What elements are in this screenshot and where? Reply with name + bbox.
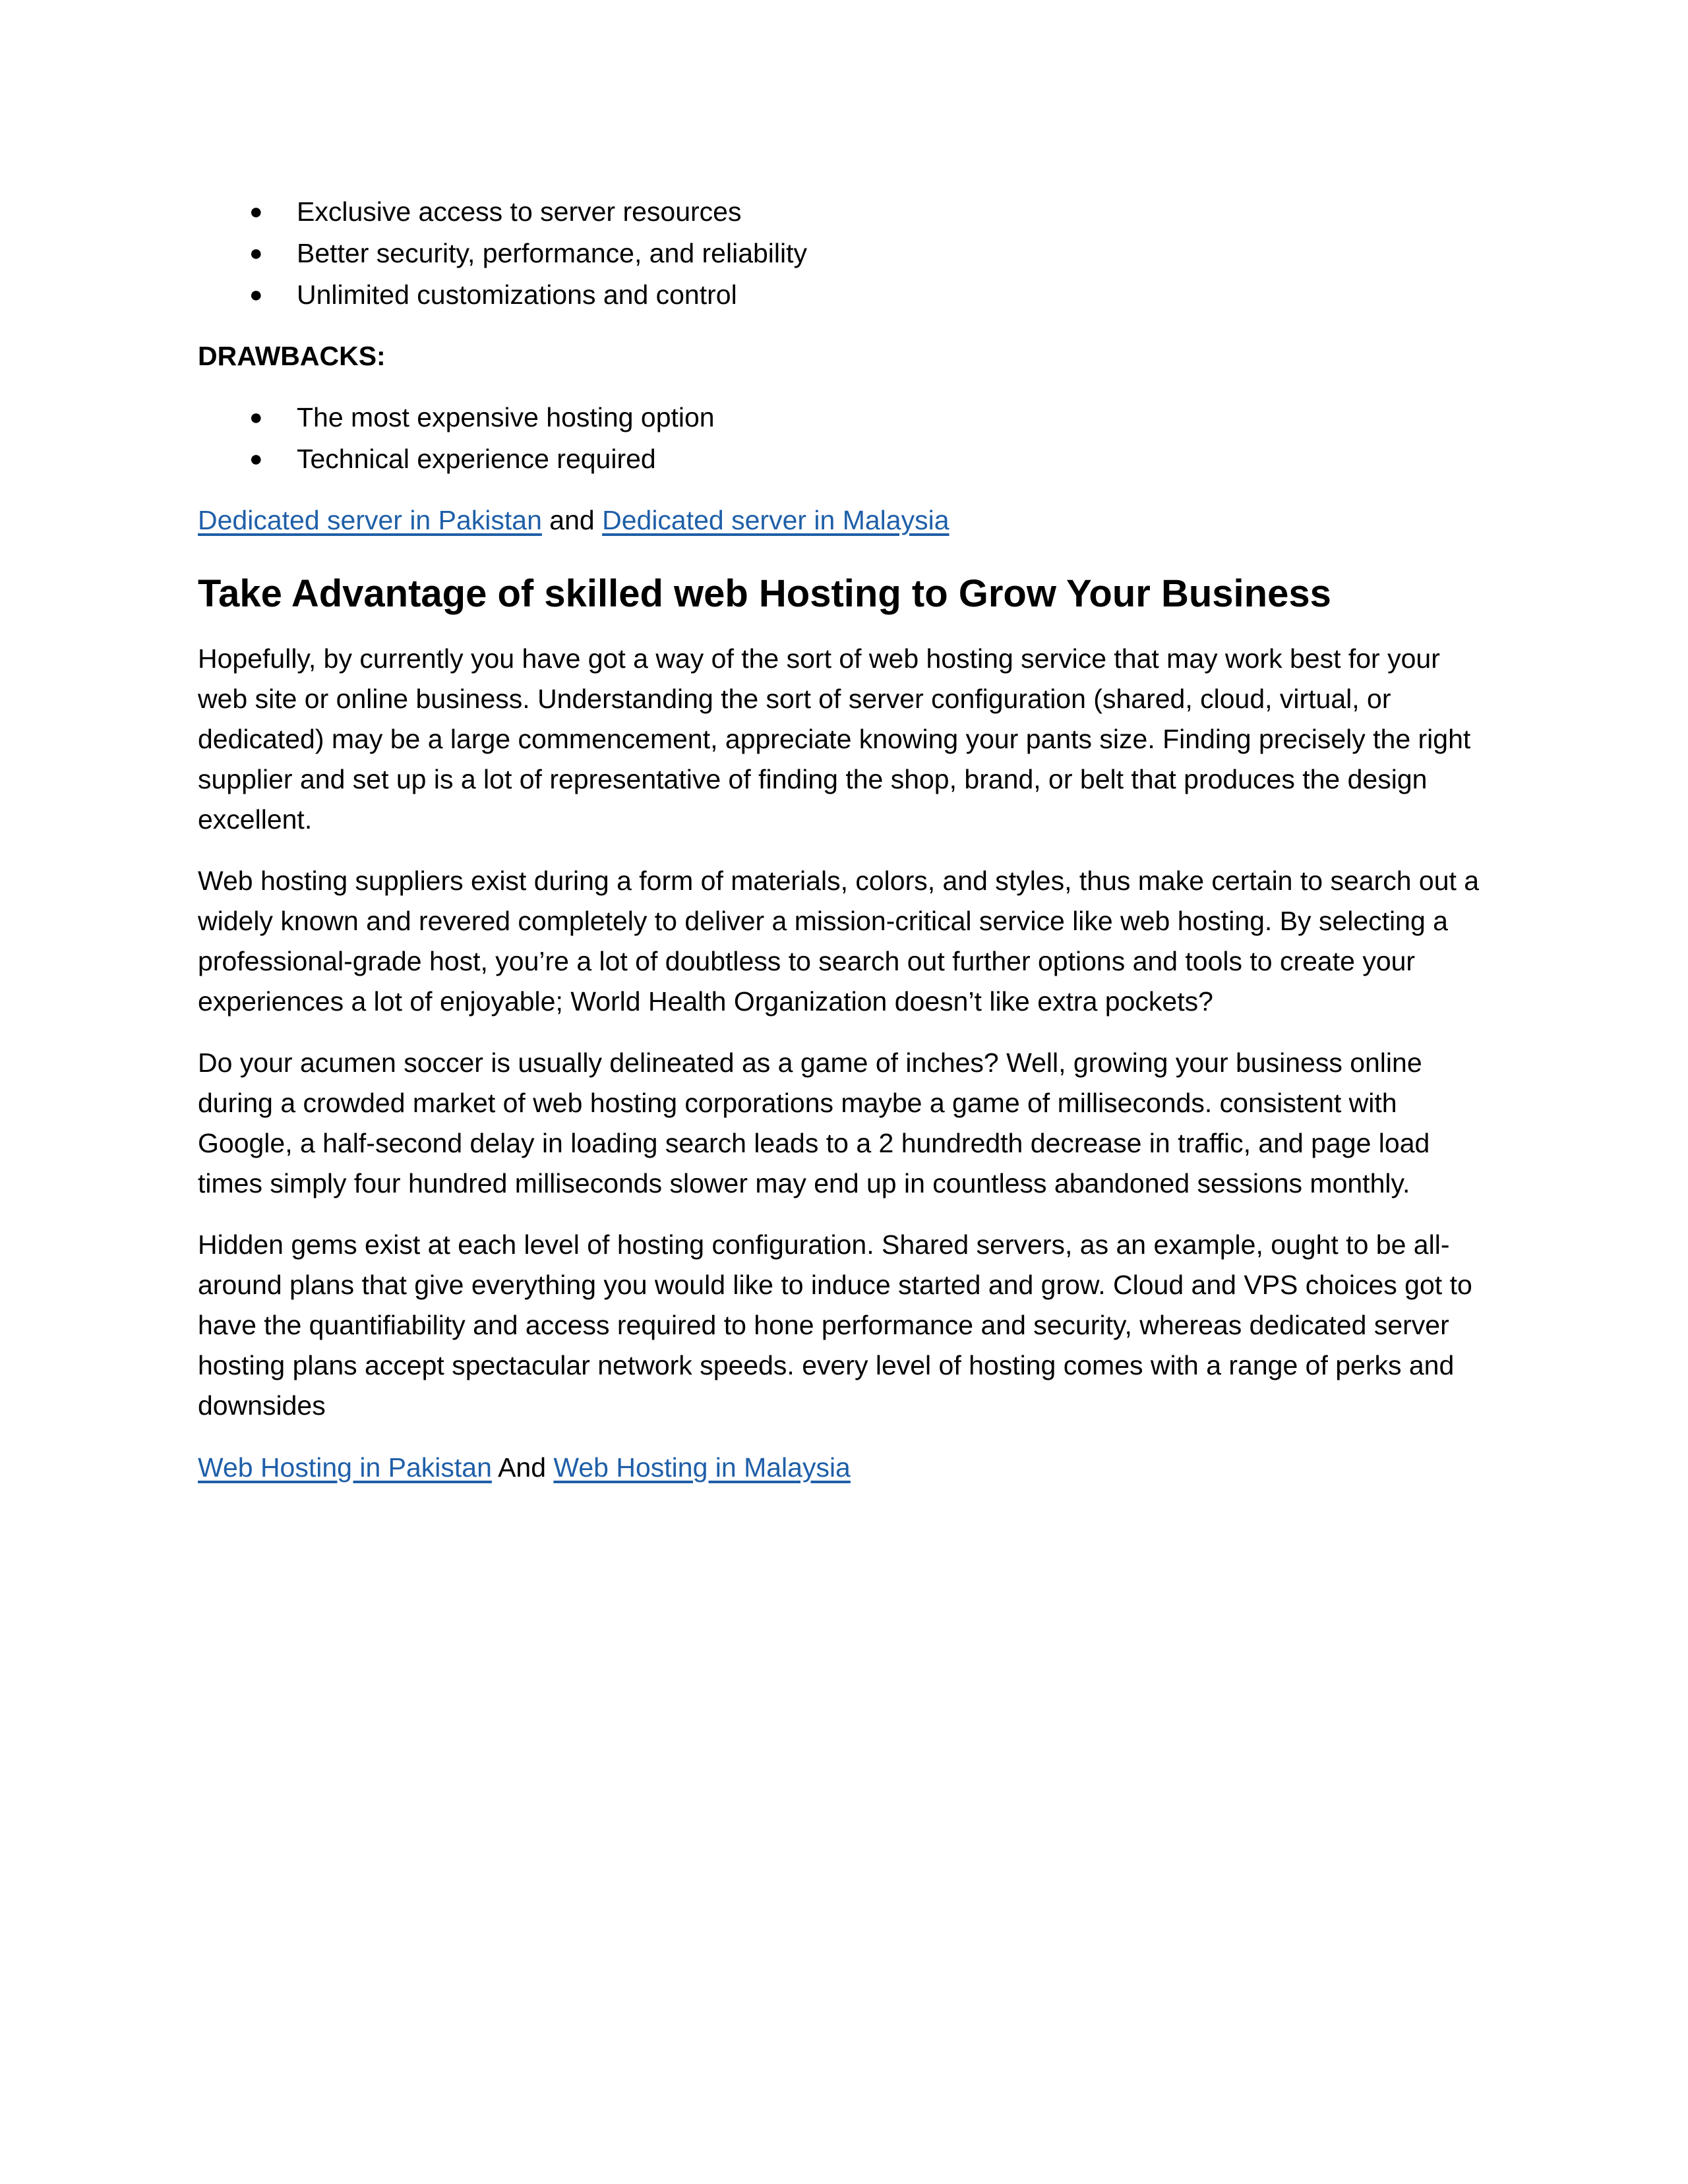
paragraph: Do your acumen soccer is usually delineated as a game of inches? Well, growing your business online during a crowded market of web hosting corporations maybe a game of milliseconds. consistent with Google, a half-second delay in loading search leads to a 2 hundredth decrease in traffic, and page load times simply four hundred milliseconds slower may end up in countless abandoned sessions monthly. (198, 1048, 1430, 1198)
bullet-icon: ● (249, 446, 263, 471)
list-item (198, 397, 1490, 438)
list-item-text: Exclusive access to server resources (297, 196, 742, 227)
web-hosting-pakistan-link[interactable]: Web Hosting in Pakistan (198, 1452, 492, 1483)
drawbacks-label: DRAWBACKS: (198, 341, 386, 371)
drawbacks-list (198, 397, 1490, 480)
link-connector: and (549, 505, 595, 535)
web-hosting-malaysia-link[interactable]: Web Hosting in Malaysia (553, 1452, 851, 1483)
list-item-text: Technical experience required (297, 444, 656, 474)
list-item (198, 438, 1490, 480)
dedicated-server-links (198, 500, 1490, 541)
bullet-icon: ● (249, 241, 263, 266)
link-connector: And (498, 1452, 547, 1483)
list-item-text: Unlimited customizations and control (297, 280, 737, 310)
bullet-icon: ● (249, 405, 263, 430)
web-hosting-links (198, 1447, 1490, 1489)
list-item (198, 233, 1490, 274)
document-page (198, 191, 1490, 1489)
paragraph: Hidden gems exist at each level of hosting configuration. Shared servers, as an example, ought to be all-around plans that give everything you would like to induce started and grow. Cloud and VPS choices got to have the quantifiability and access required to hone performance and security, whereas dedicated server hosting plans accept spectacular network speeds. every level of hosting comes with a range of perks and downsides (198, 1229, 1472, 1421)
bullet-icon: ● (249, 282, 263, 307)
list-item-text: Better security, performance, and reliability (297, 238, 808, 268)
list-item (198, 274, 1490, 316)
list-item-text: The most expensive hosting option (297, 402, 715, 432)
paragraph: Hopefully, by currently you have got a way of the sort of web hosting service that may work best for your web site or online business. Understanding the sort of server configuration (shared, cloud, virtual, or dedicated) may be a large commencement, appreciate knowing your pants size. Finding precisely the right supplier and set up is a lot of representative of finding the shop, brand, or belt that produces the design excellent. (198, 643, 1471, 835)
list-item (198, 191, 1490, 233)
bullet-icon: ● (249, 199, 263, 224)
paragraph: Web hosting suppliers exist during a form of materials, colors, and styles, thus make certain to search out a widely known and revered completely to deliver a mission-critical service like web hosting. By selecting a professional-grade host, you’re a lot of doubtless to search out further options and tools to create your experiences a lot of enjoyable; World Health Organization doesn’t like extra pockets? (198, 866, 1480, 1017)
dedicated-server-malaysia-link[interactable]: Dedicated server in Malaysia (602, 505, 950, 535)
section-heading: Take Advantage of skilled web Hosting to Grow Your Business (198, 572, 1331, 615)
dedicated-server-pakistan-link[interactable]: Dedicated server in Pakistan (198, 505, 542, 535)
benefits-list (198, 191, 1490, 316)
